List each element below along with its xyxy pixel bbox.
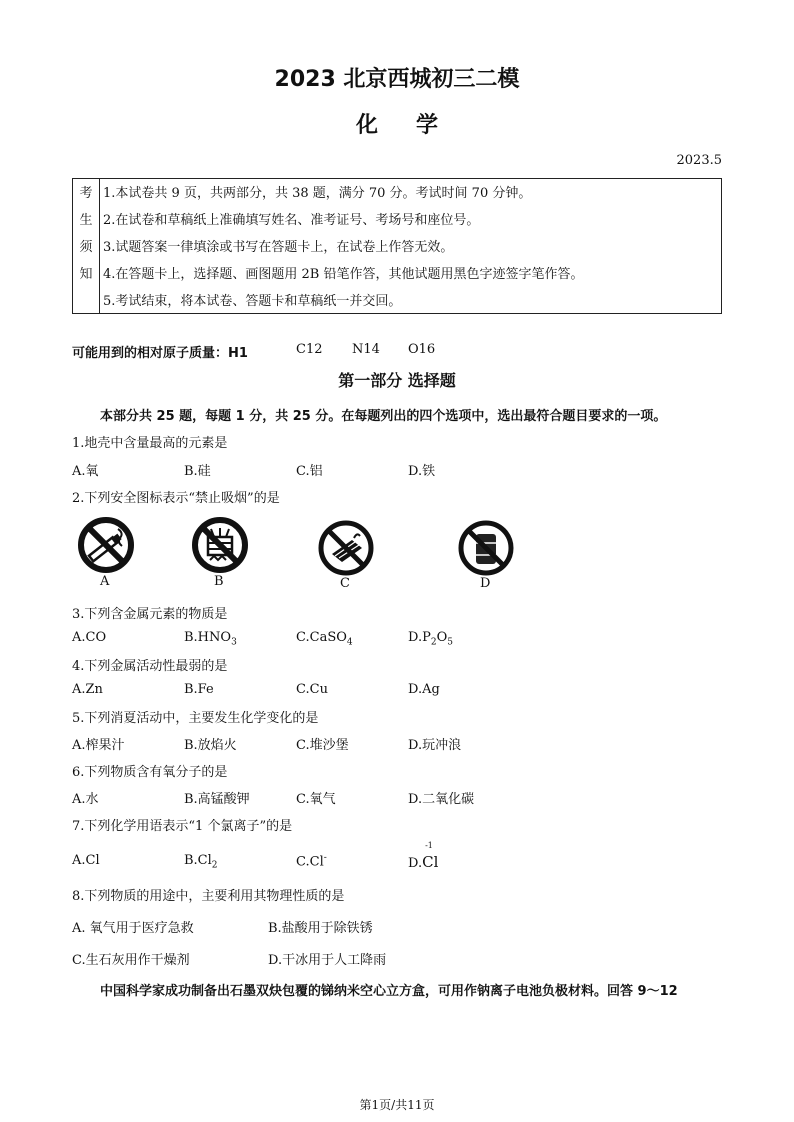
no-smoking-icon xyxy=(76,515,136,575)
question-stem: 5.下列消夏活动中，主要发生化学变化的是 xyxy=(72,711,319,726)
option-c: C.堆沙堡 xyxy=(296,738,349,753)
formula-text: B.HNO xyxy=(184,630,232,645)
subject-title: 化学 xyxy=(355,113,476,138)
section-intro: 本部分共 25 题，每题 1 分，共 25 分。在每题列出的四个选项中，选出最符合题目要求的一项。 xyxy=(100,409,667,424)
valence-mark: -1 xyxy=(425,841,433,850)
notice-side-label xyxy=(73,179,100,313)
atomic-mass-n: N14 xyxy=(352,342,380,357)
option-b: B.Fe xyxy=(184,682,214,697)
formula-text: O xyxy=(436,630,448,645)
formula-text: B.Cl xyxy=(184,853,212,868)
option-b: B.放焰火 xyxy=(184,738,237,753)
formula-text: C.Cl xyxy=(296,854,324,870)
atomic-mass-label: 可能用到的相对原子质量：H1 xyxy=(72,346,248,361)
option-d: D.二氧化碳 xyxy=(408,792,475,807)
option-b: B.高锰酸钾 xyxy=(184,792,250,807)
question-stem: 1.地壳中含量最高的元素是 xyxy=(72,436,228,451)
formula-text: D. xyxy=(408,856,423,871)
option-a: A.Zn xyxy=(72,682,103,697)
option-a: A.水 xyxy=(72,792,99,807)
question-stem: 7.下列化学用语表示“1 个氯离子”的是 xyxy=(72,819,293,834)
notice-side-char: 生 xyxy=(79,213,93,228)
formula-subscript: 2 xyxy=(430,637,437,648)
option-b: B.盐酸用于除铁锈 xyxy=(268,921,373,936)
sign-label-c: C xyxy=(340,576,350,591)
option-a: A.氧 xyxy=(72,464,99,479)
option-c xyxy=(296,853,327,869)
option-a: A.Cl xyxy=(72,853,100,868)
sign-label-b: B xyxy=(214,574,224,589)
notice-box xyxy=(72,178,722,314)
option-b xyxy=(184,630,237,648)
notice-line: 5.考试结束，将本试卷、答题卡和草稿纸一并交回。 xyxy=(103,294,402,309)
notice-line: 4.在答题卡上，选择题、画图题用 2B 铅笔作答，其他试题用黑色字迹签字笔作答。 xyxy=(103,267,584,282)
option-c: C.铝 xyxy=(296,464,323,479)
notice-line: 3.试题答案一律填涂或书写在答题卡上，在试卷上作答无效。 xyxy=(103,240,454,255)
option-c: C.生石灰用作干燥剂 xyxy=(72,953,190,968)
option-b xyxy=(184,853,218,871)
atomic-mass-c: C12 xyxy=(296,342,323,357)
formula-text: D.P xyxy=(408,630,431,645)
valence-symbol xyxy=(422,841,439,871)
notice-line: 2.在试卷和草稿纸上准确填写姓名、准考证号、考场号和座位号。 xyxy=(103,213,480,228)
notice-side-char: 须 xyxy=(79,240,93,255)
page-footer: 第1页/共11页 xyxy=(359,1098,435,1112)
option-a: A.CO xyxy=(72,630,107,645)
formula-subscript: 2 xyxy=(211,860,218,871)
no-open-flame-icon xyxy=(316,518,376,578)
atomic-mass-o: O16 xyxy=(408,342,436,357)
formula-text: C.CaSO xyxy=(296,630,347,645)
question-stem: 4.下列金属活动性最弱的是 xyxy=(72,659,228,674)
option-d: D.Ag xyxy=(408,682,440,697)
notice-line: 1.本试卷共 9 页，共两部分，共 38 题，满分 70 分。考试时间 70 分钟。 xyxy=(103,186,532,201)
option-c: C.氧气 xyxy=(296,792,336,807)
element-symbol: Cl xyxy=(422,853,439,871)
formula-subscript: 3 xyxy=(231,637,237,648)
formula-subscript: 4 xyxy=(346,637,353,648)
notice-side-char: 考 xyxy=(79,186,93,201)
option-c xyxy=(296,630,353,648)
option-a: A.榨果汁 xyxy=(72,738,125,753)
question-stem: 3.下列含金属元素的物质是 xyxy=(72,607,228,622)
option-b: B.硅 xyxy=(184,464,211,479)
question-stem: 8.下列物质的用途中，主要利用其物理性质的是 xyxy=(72,889,345,904)
sign-label-a: A xyxy=(100,574,110,589)
option-c: C.Cu xyxy=(296,682,328,697)
option-d: D.玩冲浪 xyxy=(408,738,462,753)
no-oil-drum-icon xyxy=(456,518,516,578)
notice-side-char: 知 xyxy=(79,267,93,282)
reading-passage: 中国科学家成功制备出石墨双炔包覆的锑纳米空心立方盒，可用作钠离子电池负极材料。回答 9～12 xyxy=(100,984,678,999)
section-title: 第一部分 选择题 xyxy=(338,371,456,390)
question-stem: 2.下列安全图标表示“禁止吸烟”的是 xyxy=(72,491,280,506)
formula-subscript: 5 xyxy=(447,637,453,648)
sign-label-d: D xyxy=(480,576,491,591)
option-a: A. 氧气用于医疗急救 xyxy=(72,921,194,936)
option-d: D.铁 xyxy=(408,464,436,479)
no-fireworks-icon xyxy=(190,515,250,575)
exam-date: 2023.5 xyxy=(676,153,722,168)
option-d xyxy=(408,841,439,871)
page-title: 2023 北京西城初三二模 xyxy=(274,67,520,92)
question-stem: 6.下列物质含有氧分子的是 xyxy=(72,765,228,780)
option-d: D.干冰用于人工降雨 xyxy=(268,953,387,968)
option-d xyxy=(408,630,453,648)
formula-superscript: - xyxy=(323,853,327,863)
